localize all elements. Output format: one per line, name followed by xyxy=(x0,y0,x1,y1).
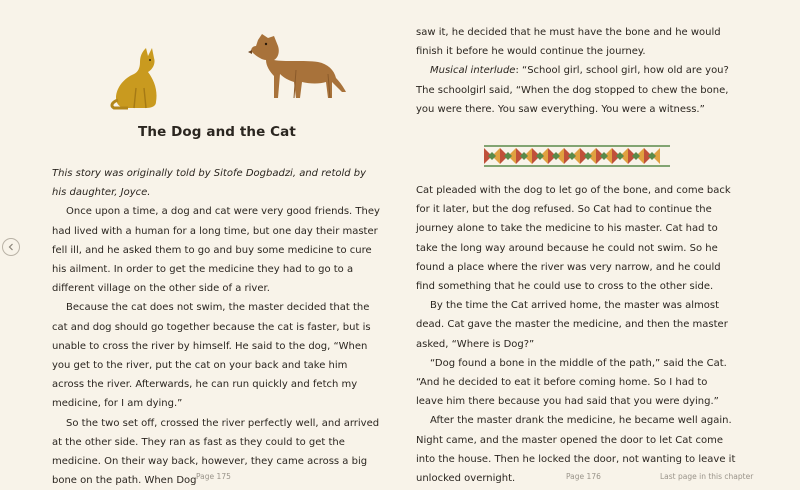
intro-italic-text: This story was originally told by Sitofe Dogbadzi, and retold by his daughter, Joyce. xyxy=(52,168,367,199)
right-page-top-text xyxy=(416,23,736,119)
page-number-right: Page 176 xyxy=(566,472,601,481)
paragraph: So the two set off, crossed the river perfectly well, and arrived at the other side. They ran as fast as they could to get the medicine. On their way back, however, they came across a big bone on the path. When Dog xyxy=(52,417,380,487)
page-number-left: Page 175 xyxy=(196,472,231,481)
interlude-label: Musical interlude xyxy=(430,65,516,77)
paragraph: “Dog found a bone in the middle of the path,” said the Cat. “And he decided to eat it before coming home. So I had to leave him there because you had said that you were dying.” xyxy=(416,357,727,408)
chapter-end-note: Last page in this chapter xyxy=(660,472,754,481)
intro-paragraph xyxy=(52,164,380,202)
paragraph: Cat pleaded with the dog to let go of the bone, and come back for it later, but the dog refused. So Cat had to continue the journey alone to take the medicine to his master. Cat had to take the long way around because he could not swim. So he found a place where the river was very narrow, and he could find something that he could use to cross to the other side. xyxy=(416,185,731,293)
paragraph: Because the cat does not swim, the master decided that the cat and dog should go together because the cat is faster, but is unable to cross the river by himself. He said to the dog, “When you get to the river, put the cat on your back and take him across the river. Afterwards, he can run quickly and fetch my medicine, for I am dying.” xyxy=(52,302,371,410)
ornament-divider xyxy=(484,144,670,168)
story-title: The Dog and the Cat xyxy=(138,124,296,140)
paragraph: Once upon a time, a dog and cat were very good friends. They had lived with a human for a long time, but one day their master fell ill, and he asked them to go and buy some medicine to cure his ailment. In order to get the medicine they had to go to a different village on the other side of a river. xyxy=(52,206,380,295)
paragraph: By the time the Cat arrived home, the master was almost dead. Cat gave the master the medicine, and then the master asked, “Where is Dog?” xyxy=(416,300,728,350)
left-page-text xyxy=(52,164,380,490)
interlude-text: : “School girl, school girl, how old are you? The schoolgirl said, “When the dog stopped to chew the bone, you were there. You saw everything. You were a witness.” xyxy=(416,65,729,115)
chevron-left-icon xyxy=(7,243,15,251)
previous-page-button[interactable] xyxy=(2,238,20,256)
paragraph-continued: saw it, he decided that he must have the bone and he would finish it before he would continue the journey. xyxy=(416,27,721,58)
right-page-bottom-text xyxy=(416,181,736,488)
paragraph: After the master drank the medicine, he became well again. Night came, and the master opened the door to let Cat come into the house. Then he locked the door, not wanting to leave it unlocked overnight. xyxy=(416,415,736,485)
musical-interlude-paragraph xyxy=(416,61,736,119)
cat-illustration xyxy=(106,44,166,110)
dog-illustration xyxy=(244,30,348,102)
